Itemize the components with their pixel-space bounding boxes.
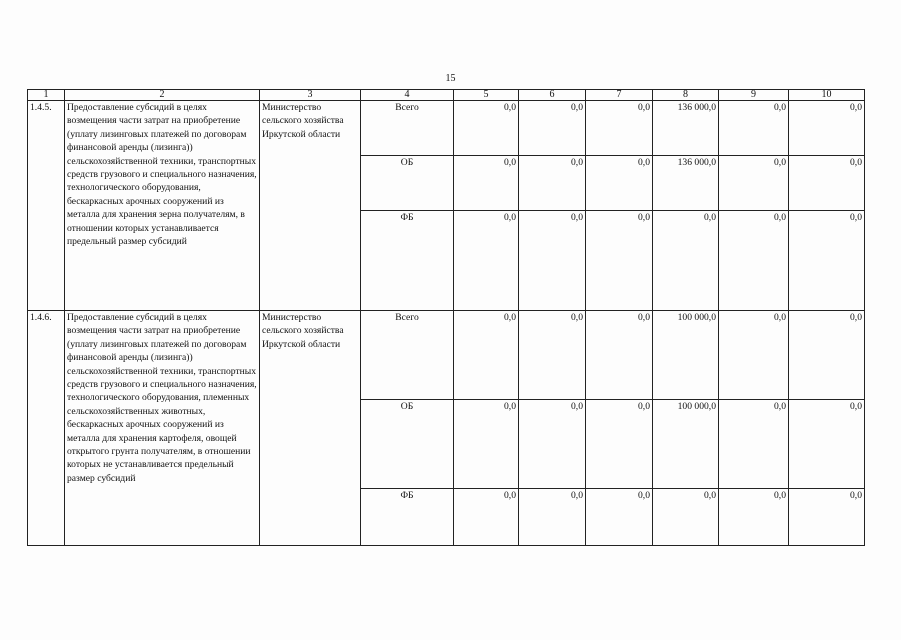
column-header: 1 xyxy=(28,90,65,101)
value-cell: 0,0 xyxy=(519,400,586,489)
funding-source: ОБ xyxy=(361,156,454,211)
value-cell: 0,0 xyxy=(719,400,789,489)
value-cell: 0,0 xyxy=(454,489,519,546)
value-cell: 0,0 xyxy=(586,489,653,546)
value-cell: 0,0 xyxy=(789,311,865,400)
value-cell: 0,0 xyxy=(719,489,789,546)
funding-source: ФБ xyxy=(361,489,454,546)
column-header: 5 xyxy=(454,90,519,101)
executor: Министерство сельского хозяйства Иркутской области xyxy=(260,101,361,311)
row-index: 1.4.5. xyxy=(28,101,65,311)
column-header: 10 xyxy=(789,90,865,101)
value-cell: 0,0 xyxy=(719,211,789,311)
row-index: 1.4.6. xyxy=(28,311,65,546)
value-cell: 0,0 xyxy=(789,156,865,211)
column-header: 9 xyxy=(719,90,789,101)
value-cell: 0,0 xyxy=(454,311,519,400)
value-cell: 0,0 xyxy=(454,211,519,311)
measure-description: Предоставление субсидий в целях возмещения части затрат на приобретение (уплату лизинговых платежей по договорам финансовой аренды (лизинга)) сельскохозяйственной техники, транспортных средств грузового и специального назначения, технологического оборудования, бескаркасных арочных сооружений из металла для хранения зерна получателям, в отношении которых устанавливается предельный размер субсидий xyxy=(65,101,260,311)
value-cell: 0,0 xyxy=(519,211,586,311)
value-cell: 0,0 xyxy=(454,101,519,156)
funding-source: ОБ xyxy=(361,400,454,489)
value-cell: 0,0 xyxy=(586,311,653,400)
budget-table xyxy=(27,89,865,546)
value-cell: 0,0 xyxy=(789,489,865,546)
funding-source: Всего xyxy=(361,311,454,400)
value-cell: 0,0 xyxy=(789,400,865,489)
value-cell: 0,0 xyxy=(586,400,653,489)
value-cell: 0,0 xyxy=(789,211,865,311)
value-cell: 0,0 xyxy=(519,156,586,211)
value-cell: 0,0 xyxy=(719,156,789,211)
value-cell: 0,0 xyxy=(719,101,789,156)
value-cell: 0,0 xyxy=(653,489,719,546)
value-cell: 0,0 xyxy=(719,311,789,400)
value-cell: 0,0 xyxy=(454,400,519,489)
value-cell: 0,0 xyxy=(454,156,519,211)
funding-source: Всего xyxy=(361,101,454,156)
value-cell: 0,0 xyxy=(586,211,653,311)
value-cell: 0,0 xyxy=(586,101,653,156)
executor: Министерство сельского хозяйства Иркутской области xyxy=(260,311,361,546)
column-header: 6 xyxy=(519,90,586,101)
value-cell: 0,0 xyxy=(519,101,586,156)
value-cell: 0,0 xyxy=(519,489,586,546)
table-row xyxy=(28,311,865,400)
funding-source: ФБ xyxy=(361,211,454,311)
column-header: 8 xyxy=(653,90,719,101)
value-cell: 136 000,0 xyxy=(653,156,719,211)
value-cell: 100 000,0 xyxy=(653,400,719,489)
page-number: 15 xyxy=(445,73,456,84)
value-cell: 0,0 xyxy=(653,211,719,311)
table-row xyxy=(28,101,865,156)
value-cell: 0,0 xyxy=(789,101,865,156)
value-cell: 0,0 xyxy=(519,311,586,400)
value-cell: 100 000,0 xyxy=(653,311,719,400)
column-header: 7 xyxy=(586,90,653,101)
value-cell: 136 000,0 xyxy=(653,101,719,156)
measure-description: Предоставление субсидий в целях возмещения части затрат на приобретение (уплату лизинговых платежей по договорам финансовой аренды (лизинга)) сельскохозяйственной техники, транспортных средств грузового и специального назначения, технологического оборудования, племенных сельскохозяйственных животных, бескаркасных арочных сооружений из металла для хранения картофеля, овощей открытого грунта получателям, в отношении которых не устанавливается предельный размер субсидий xyxy=(65,311,260,546)
column-header: 4 xyxy=(361,90,454,101)
column-header: 2 xyxy=(65,90,260,101)
value-cell: 0,0 xyxy=(586,156,653,211)
column-header: 3 xyxy=(260,90,361,101)
column-header-row xyxy=(28,90,865,101)
